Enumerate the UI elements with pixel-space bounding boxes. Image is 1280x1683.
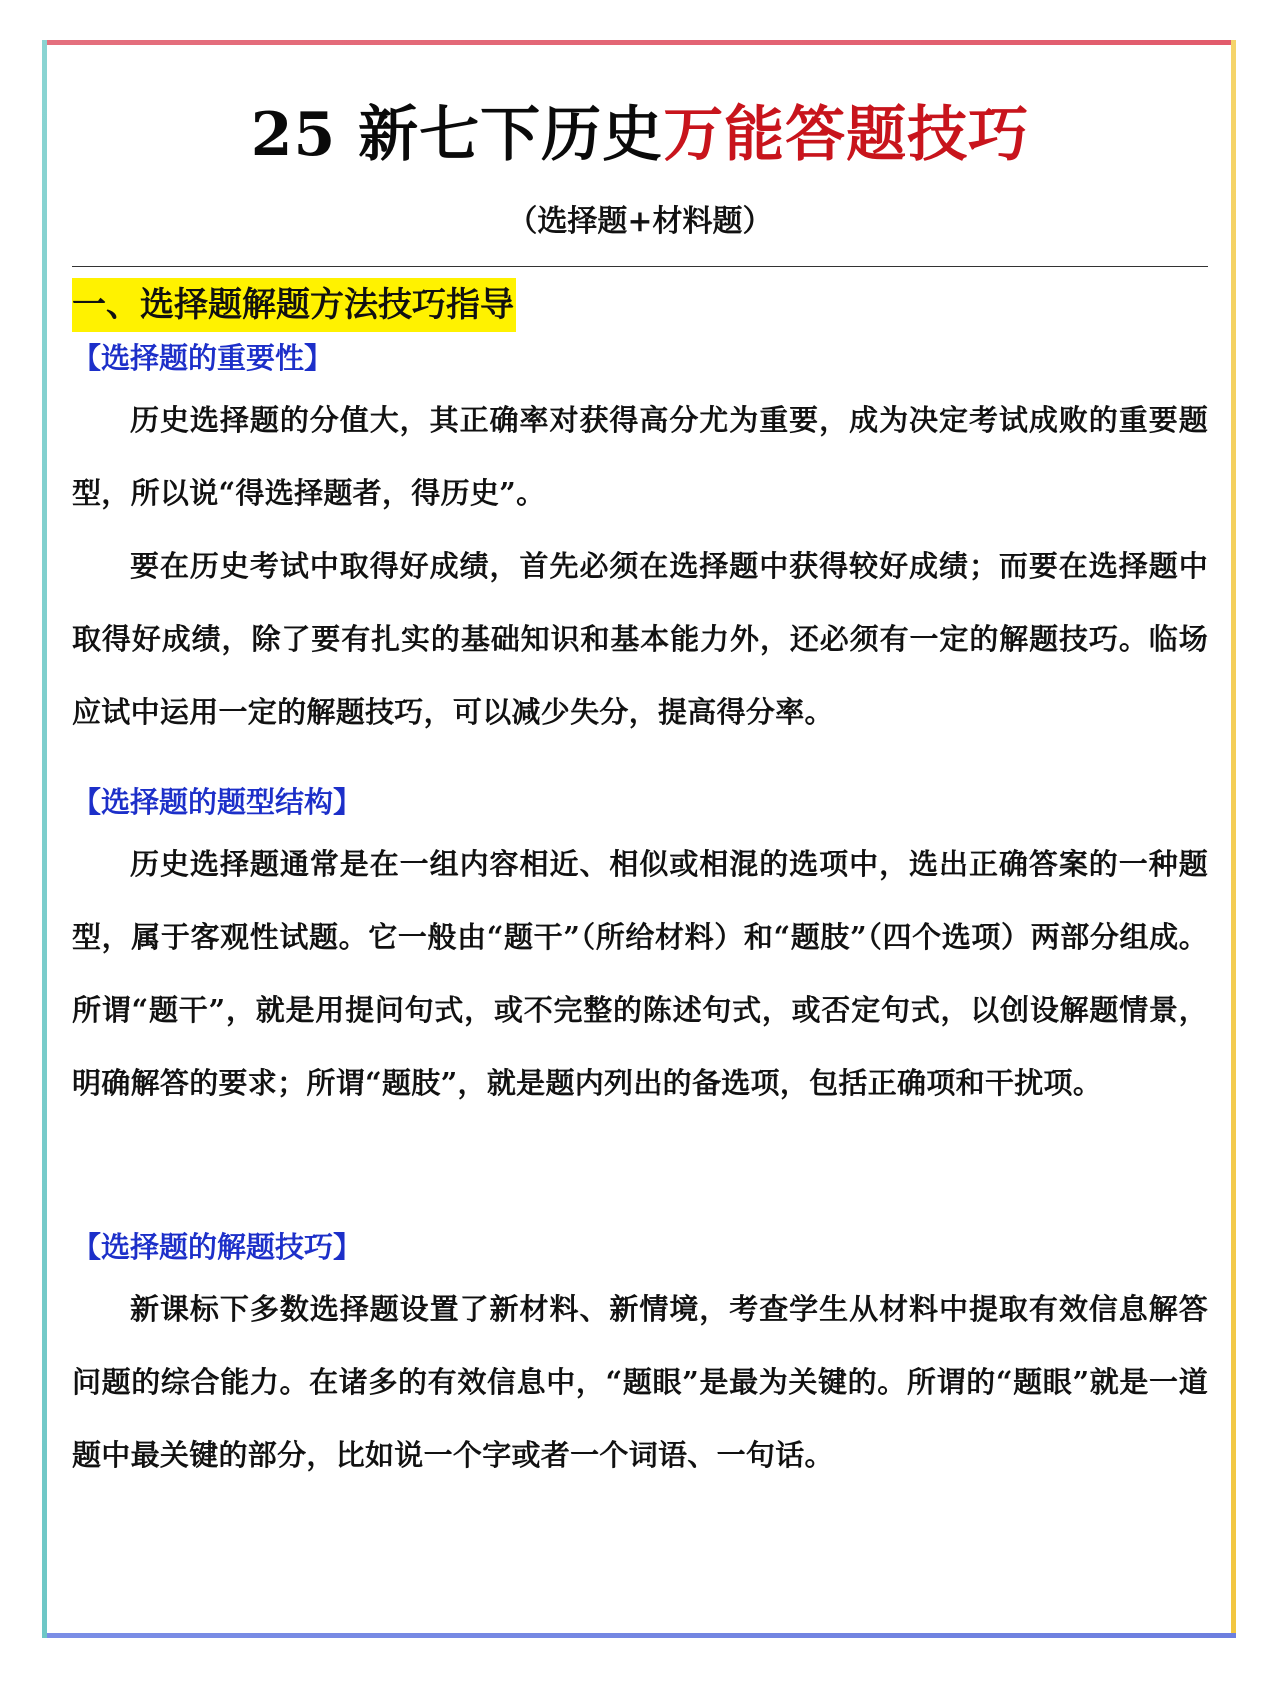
frame-top-border: [42, 40, 1236, 45]
title-red-part: 万能答题技巧: [663, 100, 1030, 170]
frame-bottom-border: [42, 1633, 1236, 1638]
frame-left-border: [42, 40, 47, 1638]
page-subtitle: （选择题+材料题）: [507, 204, 773, 239]
subheading-techniques: 【选择题的解题技巧】: [72, 1230, 363, 1264]
frame-right-border: [1231, 40, 1236, 1638]
title-divider: [72, 266, 1208, 267]
paragraph-importance-2: 要在历史考试中取得好成绩，首先必须在选择题中获得较好成绩；而要在选择题中取得好成绩，除了要有扎实的基础知识和基本能力外，还必须有一定的解题技巧。临场应试中运用一定的解题技巧，可以减少失分，提高得分率。: [72, 549, 1208, 729]
title-black-part: 25 新七下历史: [250, 100, 664, 170]
subheading-structure: 【选择题的题型结构】: [72, 785, 363, 819]
section-heading-choice-questions: 一、选择题解题方法技巧指导: [72, 278, 516, 332]
paragraph-structure: 历史选择题通常是在一组内容相近、相似或相混的选项中，选出正确答案的一种题型，属于客观性试题。它一般由“题干”（所给材料）和“题肢”（四个选项）两部分组成。所谓“题干”，就是用提问句式，或不完整的陈述句式，或否定句式，以创设解题情景，明确解答的要求；所谓“题肢”，就是题内列出的备选项，包括正确项和干扰项。: [72, 847, 1208, 1100]
subheading-importance: 【选择题的重要性】: [72, 341, 334, 375]
page-title: [72, 90, 1208, 180]
document-body: [72, 90, 1208, 1472]
paragraph-techniques: 新课标下多数选择题设置了新材料、新情境，考查学生从材料中提取有效信息解答问题的综合能力。在诸多的有效信息中，“题眼”是最为关键的。所谓的“题眼”就是一道题中最关键的部分，比如说一个字或者一个词语、一句话。: [72, 1292, 1208, 1472]
paragraph-importance-1: 历史选择题的分值大，其正确率对获得高分尤为重要，成为决定考试成败的重要题型，所以说“得选择题者，得历史”。: [72, 403, 1208, 510]
